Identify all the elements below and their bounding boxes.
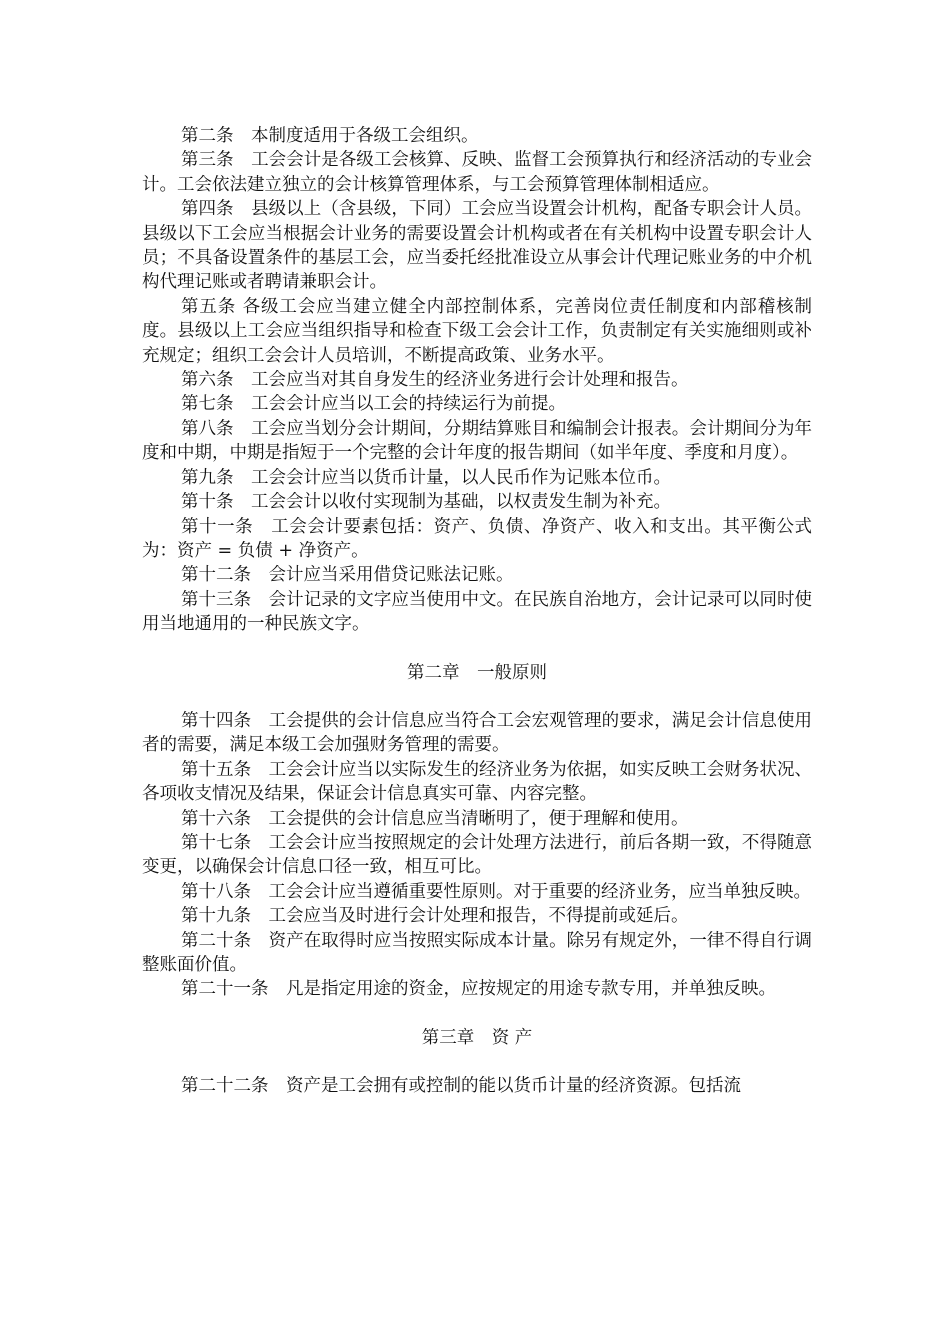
article-4: 第四条 县级以上（含县级，下同）工会应当设置会计机构，配备专职会计人员。县级以下工会应当根据会计业务的需要设置会计机构或者在有关机构中设置专职会计人员；不具备设置条件的基层工会，应当委托经批准设立从事会计代理记账业务的中介机构代理记账或者聘请兼职会计。: [142, 199, 812, 293]
chapter-2-heading: 第二章 一般原则: [407, 662, 547, 683]
chapter-3-heading: 第三章 资 产: [421, 1027, 533, 1048]
article-22: 第二十二条 资产是工会拥有或控制的能以货币计量的经济资源。包括流: [181, 1076, 741, 1097]
article-9: 第九条 工会会计应当以货币计量，以人民币作为记账本位币。: [181, 467, 671, 488]
article-7: 第七条 工会会计应当以工会的持续运行为前提。: [181, 394, 566, 415]
article-20: 第二十条 资产在取得时应当按照实际成本计量。除另有规定外，一律不得自行调整账面价值。: [142, 930, 812, 975]
article-2: 第二条 本制度适用于各级工会组织。: [181, 126, 479, 146]
article-6: 第六条 工会应当对其自身发生的经济业务进行会计处理和报告。: [181, 370, 689, 391]
article-5: 第五条 各级工会应当建立健全内部控制体系，完善岗位责任制度和内部稽核制度。县级以上工会应当组织指导和检查下级工会会计工作，负责制定有关实施细则或补充规定；组织工会会计人员培训，不断提高政策、业务水平。: [142, 296, 812, 366]
document-body: [142, 124, 812, 1099]
article-18: 第十八条 工会会计应当遵循重要性原则。对于重要的经济业务，应当单独反映。: [181, 881, 811, 902]
article-10: 第十条 工会会计以收付实现制为基础，以权责发生制为补充。: [181, 492, 671, 513]
article-17: 第十七条 工会会计应当按照规定的会计处理方法进行，前后各期一致，不得随意变更，以确保会计信息口径一致，相互可比。: [142, 832, 812, 878]
article-11: 第十一条 工会会计要素包括：资产、负债、净资产、收入和支出。其平衡公式为：资产 = 负债 + 净资产。: [142, 516, 812, 561]
article-21: 第二十一条 凡是指定用途的资金，应按规定的用途专款专用，并单独反映。: [181, 979, 776, 1000]
article-13: 第十三条 会计记录的文字应当使用中文。在民族自治地方，会计记录可以同时使用当地通用的一种民族文字。: [142, 589, 812, 635]
article-16: 第十六条 工会提供的会计信息应当清晰明了，便于理解和使用。: [181, 808, 689, 829]
article-8: 第八条 工会应当划分会计期间，分期结算账目和编制会计报表。会计期间分为年度和中期，中期是指短于一个完整的会计年度的报告期间（如半年度、季度和月度）。: [142, 418, 812, 464]
article-15: 第十五条 工会会计应当以实际发生的经济业务为依据，如实反映工会财务状况、各项收支情况及结果，保证会计信息真实可靠、内容完整。: [142, 759, 812, 805]
article-12: 第十二条 会计应当采用借贷记账法记账。: [181, 565, 514, 586]
article-3: 第三条 工会会计是各级工会核算、反映、监督工会预算执行和经济活动的专业会计。工会依法建立独立的会计核算管理体系，与工会预算管理体制相适应。: [142, 150, 812, 195]
article-19: 第十九条 工会应当及时进行会计处理和报告，不得提前或延后。: [181, 906, 689, 927]
article-14: 第十四条 工会提供的会计信息应当符合工会宏观管理的要求，满足会计信息使用者的需要，满足本级工会加强财务管理的需要。: [142, 710, 812, 756]
